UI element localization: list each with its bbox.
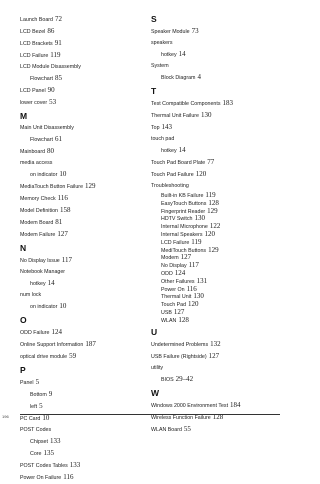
index-section-letter: M — [20, 111, 28, 121]
index-entry-label: Built-in KB Failure — [161, 193, 204, 199]
index-entry — [151, 339, 279, 351]
index-entry — [20, 460, 148, 472]
page-number: 196 — [2, 414, 9, 419]
index-section-letter: P — [20, 365, 26, 375]
index-subentry — [151, 293, 279, 301]
index-entry-label: lower cover — [20, 100, 48, 106]
index-entry-label: Panel — [20, 380, 34, 386]
index-subentry — [151, 208, 279, 216]
index-subentry — [151, 49, 279, 61]
index-page-reference: 183 — [222, 99, 233, 107]
index-page-reference: 116 — [63, 473, 74, 481]
index-entry — [20, 123, 148, 134]
index-entry — [151, 400, 279, 412]
index-entry-label: No Display Issue — [20, 258, 60, 264]
index-entry-label: HDTV Switch — [161, 216, 193, 223]
index-entry-label: Internal Microphone — [161, 224, 208, 231]
index-page-reference: 128 — [212, 412, 224, 421]
index-section-letter: O — [20, 315, 27, 325]
index-subentry — [20, 301, 148, 313]
index-page-reference: 127 — [57, 230, 68, 238]
index-section-letter: T — [151, 86, 157, 96]
index-subentry — [151, 145, 279, 157]
index-entry-label: POST Codes — [20, 427, 52, 433]
index-entry — [20, 158, 148, 169]
index-section-letter: N — [20, 243, 27, 253]
index-entry-label: media access — [20, 160, 53, 166]
index-subentry — [20, 73, 148, 85]
index-entry — [20, 97, 148, 109]
index-entry-label: on indicator — [30, 172, 58, 178]
index-entry-label: Notebook Manager — [20, 269, 66, 275]
index-entry-label: utility — [151, 364, 164, 371]
index-page-reference: 5 — [35, 378, 40, 386]
index-page-reference: 119 — [191, 237, 202, 246]
index-entry-label: USB Failure (Rightside) — [151, 353, 207, 360]
index-entry-label: Chipset — [30, 439, 48, 445]
index-entry — [151, 38, 279, 49]
index-entry-label: POST Codes Tables — [20, 463, 68, 469]
index-entry-label: WLAN Board — [151, 426, 182, 433]
index-entry-label: ODD Failure — [20, 330, 50, 336]
index-entry-label: Flowchart — [30, 76, 53, 82]
index-entry-label: Touch Pad — [161, 302, 187, 309]
index-entry-label: Launch Board — [20, 17, 53, 23]
index-entry-label: MediTouch Buttons — [161, 247, 207, 254]
index-entry — [20, 377, 148, 389]
index-page-reference: 133 — [49, 437, 61, 445]
index-subentry — [151, 254, 279, 262]
index-entry — [151, 134, 279, 145]
index-entry-label: LCD Bezel — [20, 29, 46, 35]
index-page-reference: 117 — [61, 256, 72, 264]
index-entry-label: Block Diagram — [161, 75, 196, 81]
index-page-reference: 14 — [178, 146, 186, 154]
index-page-reference: 55 — [183, 424, 191, 433]
index-page-reference: 129 — [207, 206, 218, 215]
index-entry — [20, 181, 148, 193]
index-page-reference: 116 — [57, 194, 68, 202]
index-entry-label: LCD Failure — [20, 53, 49, 59]
index-entry-label: System — [151, 63, 169, 69]
index-entry-label: Mainboard — [20, 149, 46, 155]
index-entry — [151, 157, 279, 169]
index-entry-label: Wireless Function Failure — [151, 414, 211, 421]
index-entry-label: LCD Panel — [20, 88, 46, 94]
index-subentry — [151, 374, 279, 386]
index-subentry — [151, 317, 279, 325]
index-entry — [20, 255, 148, 267]
index-entry-label: touch pad — [151, 136, 175, 142]
index-page-reference: 187 — [85, 340, 96, 348]
index-entry — [151, 110, 279, 122]
index-section-letter: S — [151, 14, 157, 24]
index-subentry — [20, 278, 148, 290]
index-page-reference: 14 — [178, 50, 186, 58]
index-page-reference: 10 — [42, 414, 50, 422]
index-page-reference: 5 — [39, 402, 43, 410]
index-entry-label: EasyTouch Buttons — [161, 200, 207, 207]
index-entry-label: Modem — [161, 255, 179, 262]
index-page-reference: 124 — [174, 268, 186, 277]
index-entry-label: speakers — [151, 40, 173, 46]
index-page-reference: 127 — [180, 253, 192, 262]
index-page-reference: 122 — [209, 222, 221, 231]
index-subentry — [151, 231, 279, 239]
index-entry-label: Flowchart — [30, 137, 53, 143]
index-entry — [20, 425, 148, 436]
index-entry — [20, 267, 148, 278]
index-entry-label: Bottom — [30, 392, 47, 398]
index-subentry — [151, 223, 279, 231]
index-page-reference: 124 — [51, 328, 62, 336]
index-page-reference: 135 — [43, 449, 54, 457]
index-page-reference: 116 — [186, 284, 197, 293]
index-page-reference: 120 — [204, 229, 216, 238]
index-page-reference: 143 — [161, 123, 173, 131]
index-entry-label: No Display — [161, 263, 187, 270]
index-page-reference: 53 — [49, 98, 57, 106]
index-subentry — [151, 247, 279, 255]
index-page-reference: 10 — [59, 170, 67, 178]
index-page-reference: 4 — [197, 73, 201, 81]
index-page-reference: 131 — [196, 276, 208, 285]
index-entry-label: Windows 2000 Environment Test — [151, 402, 229, 409]
index-entry — [151, 351, 279, 363]
index-page-reference: 14 — [47, 279, 55, 287]
index-entry-label: Thermal Unit — [161, 294, 192, 301]
index-entry-label: LCD Failure — [161, 239, 190, 246]
index-page-reference: 73 — [191, 27, 199, 35]
index-entry — [20, 38, 148, 50]
index-entry-label: hotkey — [161, 52, 177, 58]
index-entry — [151, 26, 279, 38]
index-page-reference: 133 — [69, 461, 81, 469]
index-subentry — [151, 270, 279, 278]
index-entry — [20, 290, 148, 301]
index-entry-label: hotkey — [161, 148, 177, 154]
index-page-reference: 119 — [205, 191, 216, 199]
index-entry — [20, 217, 148, 229]
index-page-reference: 72 — [54, 15, 62, 23]
index-subentry — [20, 401, 148, 413]
index-entry-label: USB — [161, 309, 172, 316]
index-entry-label: Touch Pad Board Plate — [151, 160, 206, 166]
index-entry-label: PC Card — [20, 416, 41, 422]
index-entry — [20, 85, 148, 97]
index-page-reference: 61 — [54, 135, 62, 143]
index-entry-label: Power On Failure — [20, 475, 62, 481]
index-entry — [151, 98, 279, 110]
index-subentry — [20, 436, 148, 448]
index-page-reference: 130 — [193, 292, 204, 301]
index-page-reference: 85 — [54, 74, 62, 82]
index-entry-label: Memory Check — [20, 196, 56, 202]
index-entry-label: Core — [30, 451, 42, 457]
index-entry — [151, 424, 279, 436]
index-entry — [20, 229, 148, 241]
index-page-reference: 120 — [188, 300, 199, 309]
index-entry — [151, 363, 279, 374]
index-page-reference: 129 — [208, 245, 219, 254]
index-page-reference: 9 — [48, 390, 53, 398]
index-entry-label: BIOS — [161, 376, 174, 383]
index-entry — [20, 339, 148, 351]
index-section-letter: U — [151, 326, 158, 337]
index-entry-label: optical drive module — [20, 354, 68, 360]
index-entry — [20, 62, 148, 73]
index-page-reference: 130 — [194, 214, 205, 223]
index-entry-label: Online Support Information — [20, 342, 84, 348]
index-entry-label: Power On — [161, 286, 185, 293]
index-entry — [20, 327, 148, 339]
index-subentry — [20, 389, 148, 401]
index-entry-label: LCD Module Disassembly — [20, 64, 81, 70]
index-entry-label: Undetermined Problems — [151, 341, 209, 348]
index-entry — [20, 205, 148, 217]
index-page-reference: 127 — [208, 351, 220, 360]
index-entry — [20, 50, 148, 62]
index-entry — [20, 472, 148, 484]
index-entry — [20, 14, 148, 26]
index-entry-label: Fingerprint Reader — [161, 208, 206, 215]
index-entry-label: num lock — [20, 292, 42, 298]
index-entry-label: Touch Pad Failure — [151, 172, 194, 178]
index-subentry — [20, 448, 148, 460]
index-entry-label: ODD — [161, 270, 173, 277]
index-subentry — [20, 134, 148, 146]
index-entry — [151, 61, 279, 72]
index-page-reference: 91 — [54, 39, 62, 47]
footer-rule — [20, 414, 280, 415]
index-section-letter: W — [151, 387, 160, 398]
index-page-reference: 80 — [47, 147, 55, 155]
index-page-reference: 127 — [173, 307, 185, 316]
index-entry-label: Modem Board — [20, 220, 54, 226]
index-page-reference: 130 — [200, 111, 212, 119]
index-subentry — [151, 278, 279, 286]
index-subentry — [151, 262, 279, 270]
index-page-reference: 81 — [55, 218, 63, 226]
index-entry — [151, 122, 279, 134]
index-page-reference: 129 — [85, 182, 96, 190]
index-page-reference: 128 — [208, 198, 219, 207]
index-entry-label: left — [30, 404, 38, 410]
index-entry-label: Test Compatible Components — [151, 101, 221, 107]
index-entry-label: Modem Failure — [20, 232, 56, 238]
index-entry-label: Top — [151, 125, 160, 131]
index-page-reference: 86 — [47, 27, 55, 35]
index-entry — [20, 26, 148, 38]
index-page-reference: 77 — [207, 158, 215, 166]
index-page-reference: 132 — [210, 339, 221, 348]
index-entry-label: LCD Brackets — [20, 41, 53, 47]
index-page-reference: 128 — [178, 315, 189, 324]
index-page-reference: 120 — [195, 170, 207, 178]
index-subentry — [151, 286, 279, 294]
index-page-reference: 158 — [59, 206, 71, 214]
index-page-reference: 117 — [188, 261, 199, 270]
index-entry-label: Internal Speakers — [161, 231, 203, 238]
index-entry-label: Other Failures — [161, 278, 195, 285]
index-page-reference: 90 — [47, 86, 55, 94]
index-page-reference: 29–42 — [175, 374, 194, 383]
index-entry-label: Troubleshooting — [151, 183, 189, 189]
index-entry — [151, 169, 279, 181]
index-page-reference: 184 — [230, 400, 241, 409]
index-entry-label: hotkey — [30, 281, 46, 287]
index-entry-label: Main Unit Disassembly — [20, 125, 74, 131]
index-entry-label: Speaker Module — [151, 29, 190, 35]
index-entry-label: MediaTouch Button Failure — [20, 184, 84, 190]
index-right-column — [151, 14, 279, 436]
index-page-reference: 119 — [50, 51, 61, 59]
index-page-reference: 59 — [69, 352, 77, 360]
index-entry — [20, 146, 148, 158]
index-subentry — [151, 72, 279, 84]
index-entry — [20, 193, 148, 205]
index-subentry — [151, 309, 279, 317]
index-subentry — [151, 301, 279, 309]
index-entry-label: Thermal Unit Failure — [151, 113, 199, 119]
index-entry-label: WLAN — [161, 317, 177, 324]
index-entry — [20, 351, 148, 363]
index-entry-label: Model Definition — [20, 208, 58, 214]
index-subentry — [20, 169, 148, 181]
index-entry-label: on indicator — [30, 304, 58, 310]
index-page-reference: 10 — [59, 302, 67, 310]
